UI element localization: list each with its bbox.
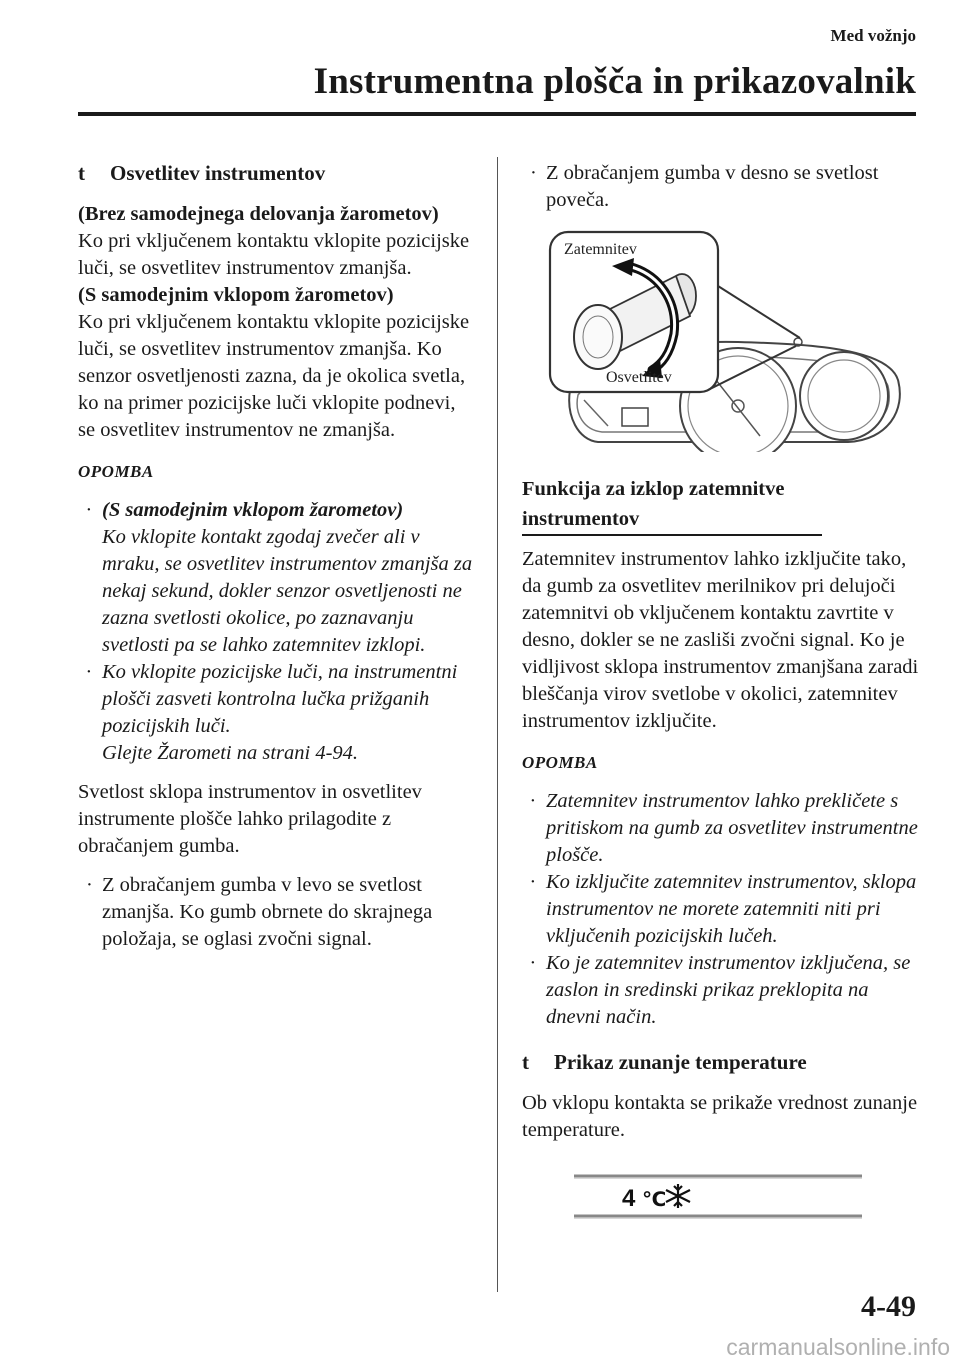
list-item: · Z obračanjem gumba v levo se svetlost zmanjša. Ko gumb obrnete do skrajnega položaja, se oglasi zvočni signal.: [86, 874, 433, 950]
header-section: Med vožnjo: [830, 26, 916, 45]
section-heading-temperature: [522, 1049, 922, 1076]
list-item-text: Z obračanjem gumba v levo se svetlost zmanjša. Ko gumb obrnete do skrajnega položaja, se oglasi zvočni signal.: [102, 874, 433, 950]
subheading-dimmer-cancel: Funkcija za izklop zatemnitve instrumentov: [522, 474, 922, 536]
paragraph-no-auto: Ko pri vključenem kontaktu vklopite pozicijske luči, se osvetlitev instrumentov zmanjša.: [78, 230, 470, 279]
outside-temperature-display: [566, 1170, 866, 1226]
note-list: [78, 497, 473, 767]
note-item: · Ko vklopite pozicijske luči, na instrumentni plošči zasveti kontrolna lučka prižganih pozicijskih luči. Glejte Žarometi na strani 4-94.: [86, 661, 458, 764]
column-divider: [497, 157, 498, 1292]
note-item: · Ko je zatemnitev instrumentov izključena, se zaslon in sredinski prikaz preklopita na dnevni način.: [530, 952, 911, 1028]
watermark: carmanualsonline.info: [726, 1334, 950, 1360]
subheading-no-auto: (Brez samodejnega delovanja žarometov): [78, 203, 439, 225]
snowflake-icon: [666, 1184, 690, 1208]
right-column: [522, 160, 922, 1226]
label-dimming: Zatemnitev: [564, 241, 637, 258]
page-number: 4-49: [861, 1290, 916, 1323]
subheading-auto: (S samodejnim vklopom žarometov): [78, 284, 394, 306]
section-marker: t: [78, 161, 85, 185]
note-item-body: Zatemnitev instrumentov lahko prekličete s pritiskom na gumb za osvetlitev instrumentne plošče.: [546, 790, 918, 866]
note-list: [522, 788, 922, 1031]
bullet-list: [78, 872, 473, 953]
paragraph-adjust: Svetlost sklopa instrumentov in osvetlitev instrumente plošče lahko prilagodite z obračanjem gumba.: [78, 781, 422, 857]
section-marker: t: [522, 1050, 529, 1074]
list-item: · Z obračanjem gumba v desno se svetlost poveča.: [530, 162, 879, 211]
header-rule: [78, 112, 916, 116]
note-item: · (S samodejnim vklopom žarometov) Ko vklopite kontakt zgodaj zvečer ali v mraku, se osvetlitev instrumentov zmanjša za nekaj sekund, dokler senzor osvetljenosti ne zazna svetlosti okolice, po zaznavanju svetlosti pa se lahko zatemnitev izklopi.: [86, 499, 473, 656]
paragraph-dimmer-cancel: Zatemnitev instrumentov lahko izključite tako, da gumb za osvetlitev merilnikov pri delujoči zatemnitvi ob vključenem kontaktu zavrtite v desno, dokler se ne zasliši zvočni signal. Ko je vidljivost sklopa instrumentov zmanjšana zaradi bleščanja virov svetlobe v okolici, zatemnitev instrumentov izključite.: [522, 548, 919, 732]
note-label: OPOMBA: [78, 462, 154, 481]
note-item-body: Ko je zatemnitev instrumentov izključena, se zaslon in sredinski prikaz preklopita na dnevni način.: [546, 952, 911, 1028]
note-item: · Ko izključite zatemnitev instrumentov, sklopa instrumentov ne morete zatemniti niti pri vključenih pozicijskih lučeh.: [530, 871, 917, 947]
bullet-list: [522, 160, 922, 214]
list-item-text: Z obračanjem gumba v desno se svetlost poveča.: [546, 162, 879, 211]
temperature-unit: ℃: [642, 1189, 667, 1211]
note-item-reference: Glejte Žarometi na strani 4-94.: [102, 742, 359, 764]
paragraph-auto: Ko pri vključenem kontaktu vklopite pozicijske luči, se osvetlitev instrumentov zmanjša. Ko senzor osvetljenosti zazna, da je okolica svetla, ko na primer pozicijske luči vklopite podnevi, se osvetlitev instrumentov ne zmanjša.: [78, 311, 470, 441]
note-item-body: Ko vklopite kontakt zgodaj zvečer ali v mraku, se osvetlitev instrumentov zmanjša za nekaj sekund, dokler senzor osvetljenosti ne zazna svetlosti okolice, po zaznavanju svetlosti pa se lahko zatemnitev izklopi.: [102, 526, 473, 656]
note-item-body: Ko izključite zatemnitev instrumentov, sklopa instrumentov ne morete zatemniti niti pri vključenih pozicijskih lučeh.: [546, 871, 917, 947]
note-item-head: (S samodejnim vklopom žarometov): [102, 499, 404, 521]
note-label: OPOMBA: [522, 753, 598, 772]
left-column: [78, 160, 473, 953]
paragraph-temperature: Ob vklopu kontakta se prikaže vrednost zunanje temperature.: [522, 1092, 918, 1141]
note-item-body: Ko vklopite pozicijske luči, na instrumentni plošči zasveti kontrolna lučka prižganih pozicijskih luči.: [102, 661, 458, 737]
page-title: Instrumentna plošča in prikazovalnik: [313, 61, 916, 102]
section-heading-text: Osvetlitev instrumentov: [110, 161, 326, 185]
label-brightness: Osvetlitev: [606, 369, 672, 386]
temperature-value: 4: [622, 1185, 636, 1212]
dimmer-knob-illustration: [548, 230, 912, 452]
note-item: · Zatemnitev instrumentov lahko prekličete s pritiskom na gumb za osvetlitev instrumentne plošče.: [530, 790, 918, 866]
section-heading-illumination: [78, 160, 473, 187]
section-heading-text: Prikaz zunanje temperature: [554, 1050, 807, 1074]
